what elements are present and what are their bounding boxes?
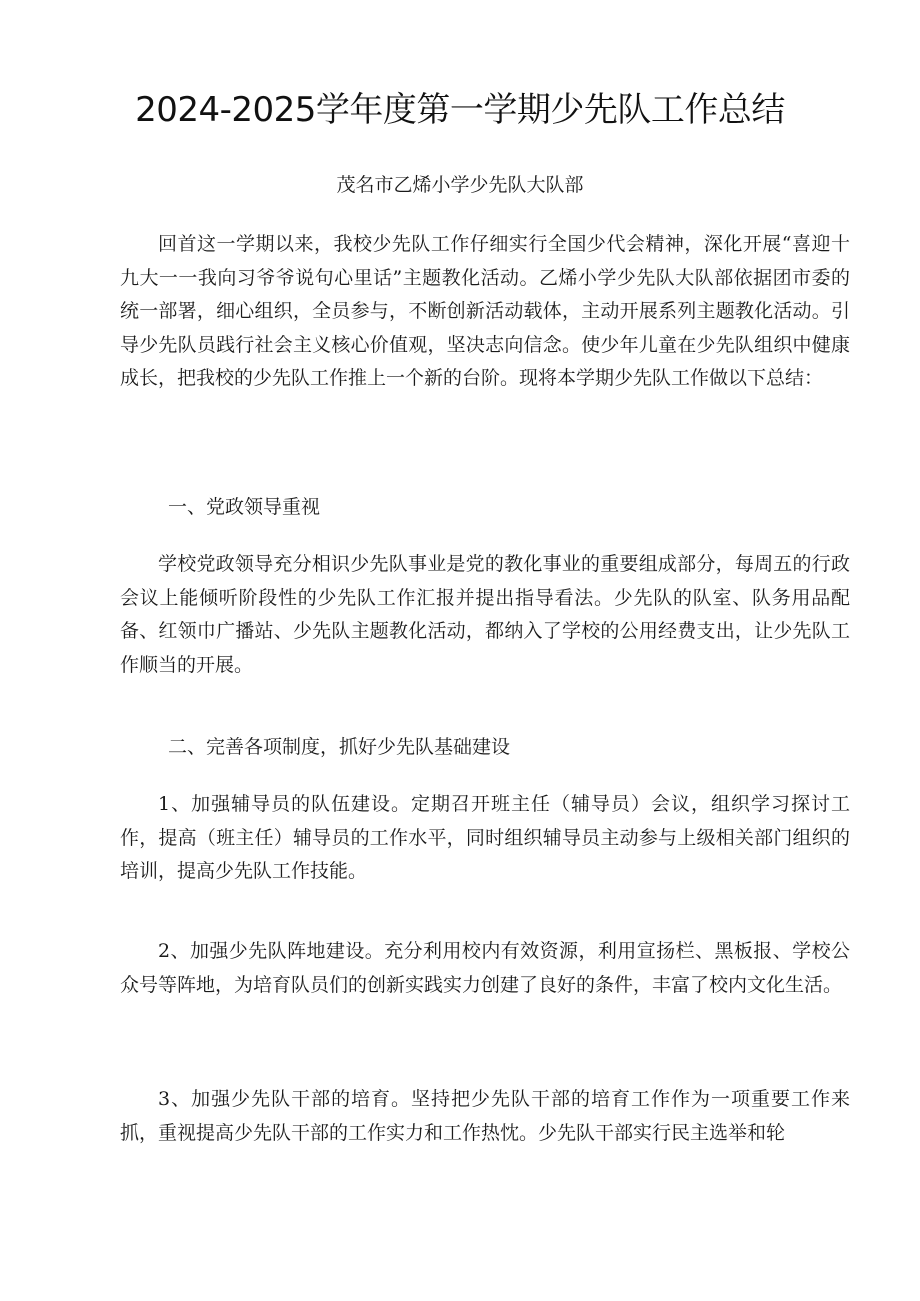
document-title: 2024-2025学年度第一学期少先队工作总结 (135, 90, 785, 130)
intro-paragraph: 回首这一学期以来，我校少先队工作仔细实行全国少代会精神，深化开展“喜迎十九大一一我向习爷爷说句心里话”主题教化活动。乙烯小学少先队大队部依据团市委的统一部署，细心组织，全员参与，不断创新活动载体，主动开展系列主题教化活动。引导少先队员践行社会主义核心价值观，坚决志向信念。使少年儿童在少先队组织中健康成长，把我校的少先队工作推上一个新的台阶。现将本学期少先队工作做以下总结： (120, 233, 850, 389)
list-item: 3、加强少先队干部的培育。坚持把少先队干部的培育工作作为一项重要工作来抓，重视提高少先队干部的工作实力和工作热忱。少先队干部实行民主选举和轮 (120, 1088, 850, 1144)
document-author: 茂名市乙烯小学少先队大队部 (336, 174, 584, 196)
section-1-body: 学校党政领导充分相识少先队事业是党的教化事业的重要组成部分，每周五的行政会议上能倾听阶段性的少先队工作汇报并提出指导看法。少先队的队室、队务用品配备、红领巾广播站、少先队主题教化活动，都纳入了学校的公用经费支出，让少先队工作顺当的开展。 (120, 553, 850, 676)
section-2-heading: 二、完善各项制度，抓好少先队基础建设 (168, 736, 511, 758)
list-item: 2、加强少先队阵地建设。充分利用校内有效资源，利用宣扬栏、黑板报、学校公众号等阵地，为培育队员们的创新实践实力创建了良好的条件，丰富了校内文化生活。 (120, 940, 850, 996)
section-1-heading: 一、党政领导重视 (168, 496, 321, 518)
list-item: 1、加强辅导员的队伍建设。定期召开班主任（辅导员）会议，组织学习探讨工作，提高（班主任）辅导员的工作水平，同时组织辅导员主动参与上级相关部门组织的培训，提高少先队工作技能。 (120, 793, 850, 882)
